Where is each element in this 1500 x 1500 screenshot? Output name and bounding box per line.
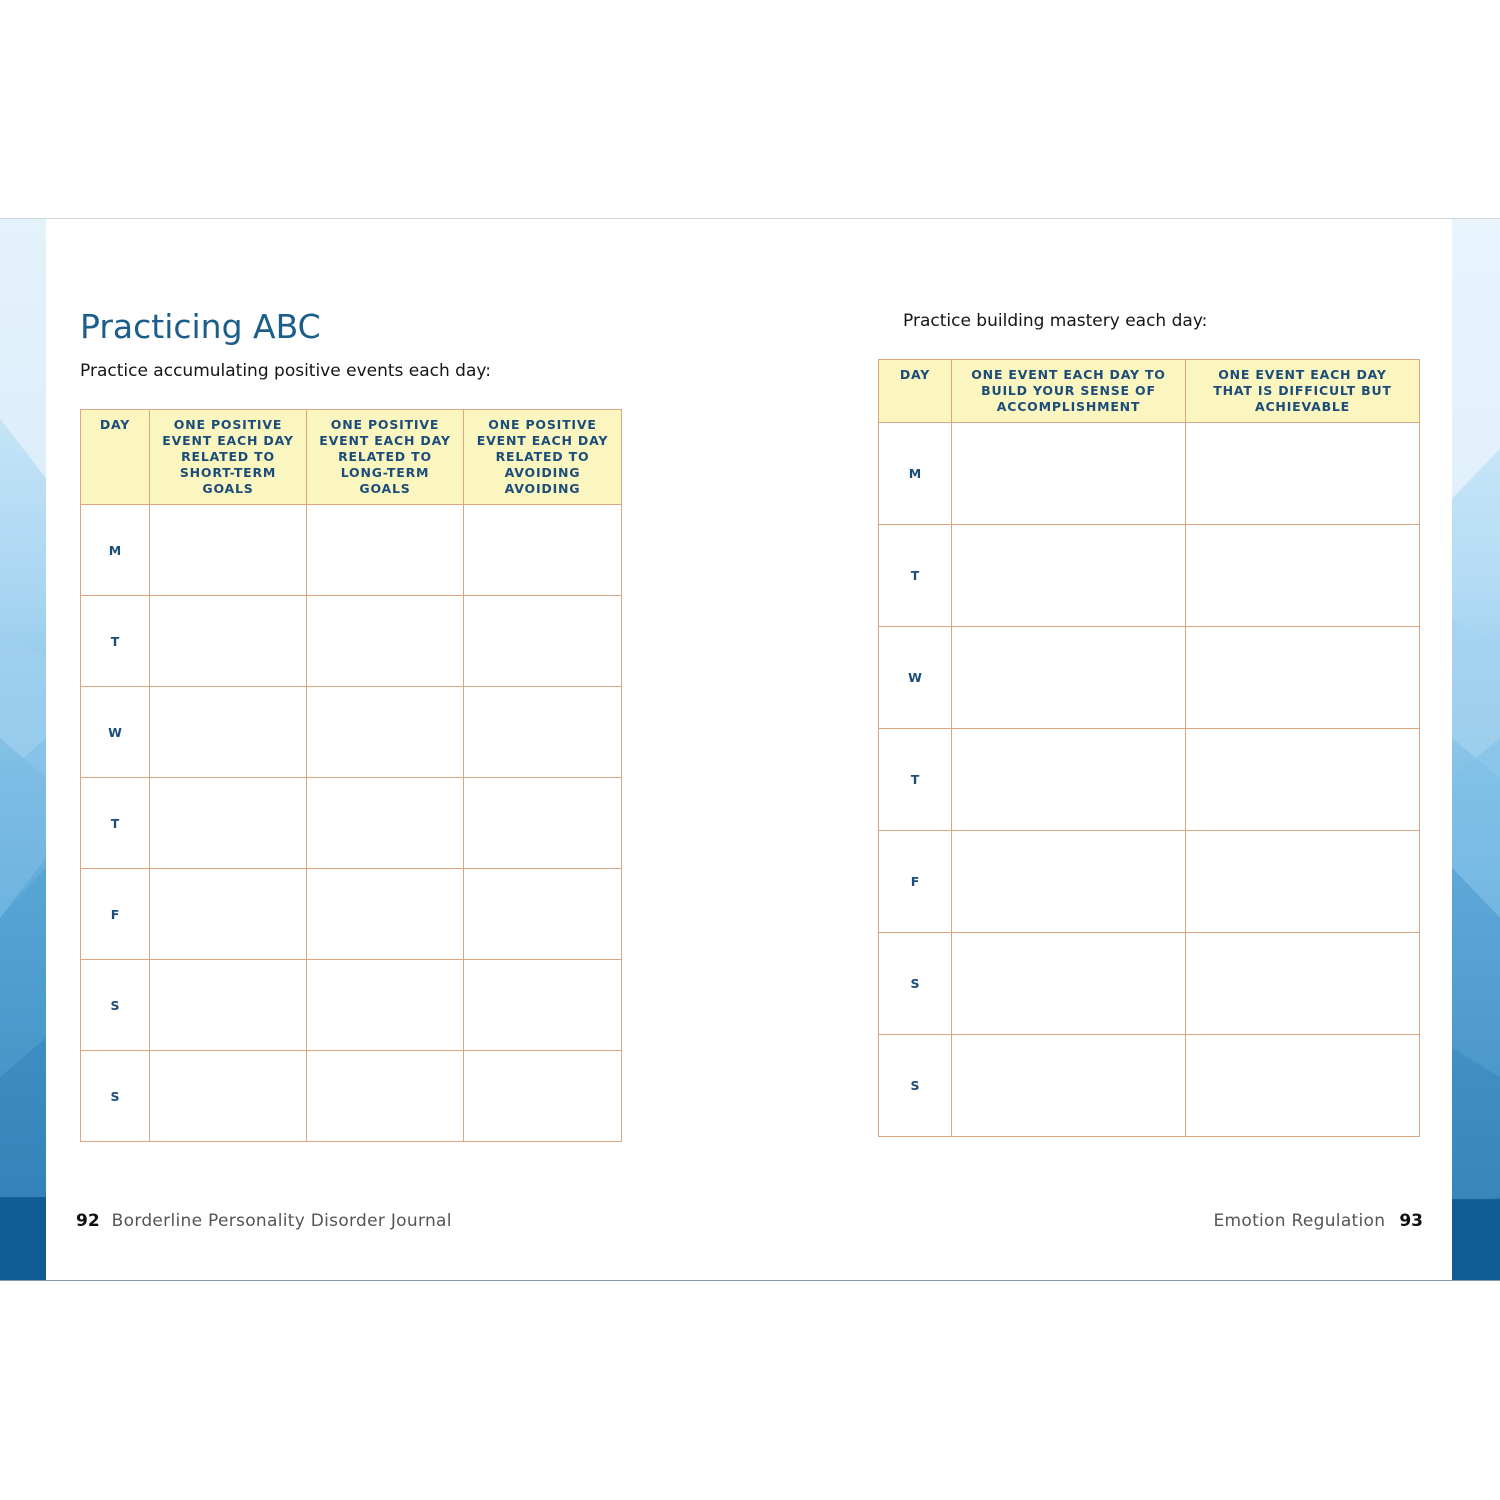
day-label: S <box>81 960 150 1051</box>
right-page <box>0 219 1500 1280</box>
day-label: W <box>879 627 952 729</box>
entry-cell[interactable] <box>1186 831 1420 933</box>
day-label: T <box>879 729 952 831</box>
entry-cell[interactable] <box>952 423 1186 525</box>
day-label: T <box>81 596 150 687</box>
header-short-term-goals: ONE POSITIVE EVENT EACH DAY RELATED TO SHORT-TERM GOALS <box>150 410 307 505</box>
header-long-term-goals: ONE POSITIVE EVENT EACH DAY RELATED TO LONG-TERM GOALS <box>307 410 464 505</box>
right-page-footer <box>1213 1211 1423 1231</box>
book-spread <box>0 218 1500 1281</box>
entry-cell[interactable] <box>952 831 1186 933</box>
entry-cell[interactable] <box>1186 525 1420 627</box>
chapter-title-running-footer: Emotion Regulation <box>1213 1211 1386 1231</box>
day-label: M <box>879 423 952 525</box>
entry-cell[interactable] <box>1186 1035 1420 1137</box>
header-avoiding-avoiding: ONE POSITIVE EVENT EACH DAY RELATED TO AVOIDING AVOIDING <box>464 410 622 505</box>
header-day: DAY <box>879 360 952 423</box>
entry-cell[interactable] <box>952 627 1186 729</box>
right-intro-text: Practice building mastery each day: <box>903 311 1208 331</box>
header-day: DAY <box>81 410 150 505</box>
table-row <box>879 1035 1420 1137</box>
table-row <box>879 831 1420 933</box>
day-label: T <box>81 778 150 869</box>
left-intro-text: Practice accumulating positive events each day: <box>80 361 491 381</box>
day-label: F <box>81 869 150 960</box>
entry-cell[interactable] <box>1186 729 1420 831</box>
table-row <box>879 933 1420 1035</box>
page-number: 92 <box>76 1211 100 1231</box>
entry-cell[interactable] <box>1186 423 1420 525</box>
day-label: S <box>879 1035 952 1137</box>
entry-cell[interactable] <box>952 729 1186 831</box>
day-label: F <box>879 831 952 933</box>
book-title-running-footer: Borderline Personality Disorder Journal <box>111 1211 452 1231</box>
day-label: W <box>81 687 150 778</box>
page-title: Practicing ABC <box>80 307 321 346</box>
entry-cell[interactable] <box>1186 627 1420 729</box>
entry-cell[interactable] <box>1186 933 1420 1035</box>
mastery-table <box>878 359 1420 1137</box>
day-label: S <box>879 933 952 1035</box>
day-label: M <box>81 505 150 596</box>
entry-cell[interactable] <box>952 933 1186 1035</box>
day-label: S <box>81 1051 150 1142</box>
header-difficult-but-achievable: ONE EVENT EACH DAY THAT IS DIFFICULT BUT ACHIEVABLE <box>1186 360 1420 423</box>
table-row <box>879 525 1420 627</box>
table-row <box>879 729 1420 831</box>
page-number: 93 <box>1399 1211 1423 1231</box>
day-label: T <box>879 525 952 627</box>
entry-cell[interactable] <box>952 525 1186 627</box>
table-row <box>879 423 1420 525</box>
table-row <box>879 627 1420 729</box>
header-accomplishment: ONE EVENT EACH DAY TO BUILD YOUR SENSE OF ACCOMPLISHMENT <box>952 360 1186 423</box>
table-header-row <box>879 360 1420 423</box>
entry-cell[interactable] <box>952 1035 1186 1137</box>
